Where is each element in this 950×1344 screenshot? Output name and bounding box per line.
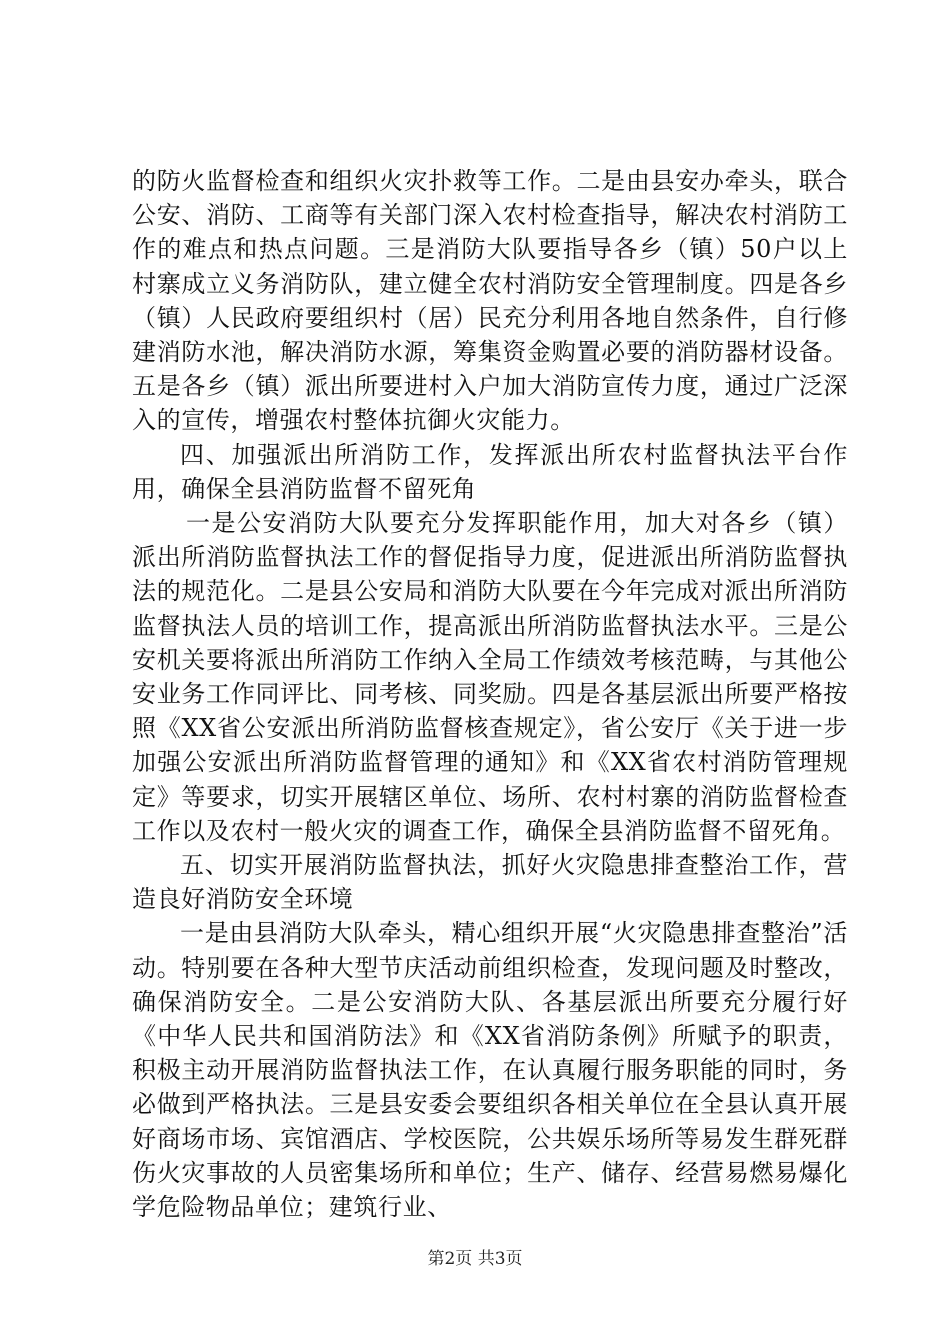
section-heading-four: 四、加强派出所消防工作，发挥派出所农村监督执法平台作用，确保全县消防监督不留死角 [132, 440, 848, 503]
section-heading-five: 五、切实开展消防监督执法，抓好火灾隐患排查整治工作，营造良好消防安全环境 [132, 851, 848, 914]
paragraph-section-five: 一是由县消防大队牵头，精心组织开展“火灾隐患排查整治”活动。特别要在各种大型节庆活动前组织检查，发现问题及时整改，确保消防安全。二是公安消防大队、各基层派出所要充分履行好《中华人民共和国消防法》和《XX省消防条例》所赋予的职责，积极主动开展消防监督执法工作，在认真履行服务职能的同时，务必做到严格执法。三是县安委会要组织各相关单位在全县认真开展好商场市场、宾馆酒店、学校医院，公共娱乐场所等易发生群死群伤火灾事故的人员密集场所和单位；生产、储存、经营易燃易爆化学危险物品单位；建筑行业、 [132, 919, 848, 1222]
paragraph-continuation: 的防火监督检查和组织火灾扑救等工作。二是由县安办牵头，联合公安、消防、工商等有关部门深入农村检查指导，解决农村消防工作的难点和热点问题。三是消防大队要指导各乡（镇）50户以上村寨成立义务消防队，建立健全农村消防安全管理制度。四是各乡（镇）人民政府要组织村（居）民充分利用各地自然条件，自行修建消防水池，解决消防水源，筹集资金购置必要的消防器材设备。五是各乡（镇）派出所要进村入户加大消防宣传力度，通过广泛深入的宣传，增强农村整体抗御火灾能力。 [132, 167, 848, 435]
page-number-footer: 第2页 共3页 [427, 1249, 523, 1269]
document-body [132, 164, 848, 1224]
paragraph-section-four: 一是公安消防大队要充分发挥职能作用，加大对各乡（镇）派出所消防监督执法工作的督促指导力度，促进派出所消防监督执法的规范化。二是县公安局和消防大队要在今年完成对派出所消防监督执法人员的培训工作，提高派出所消防监督执法水平。三是公安机关要将派出所消防工作纳入全局工作绩效考核范畴，与其他公安业务工作同评比、同考核、同奖励。四是各基层派出所要严格按照《XX省公安派出所消防监督核查规定》，省公安厅《关于进一步加强公安派出所消防监督管理的通知》和《XX省农村消防管理规定》等要求，切实开展辖区单位、场所、农村村寨的消防监督检查工作以及农村一般火灾的调查工作，确保全县消防监督不留死角。 [132, 509, 848, 845]
